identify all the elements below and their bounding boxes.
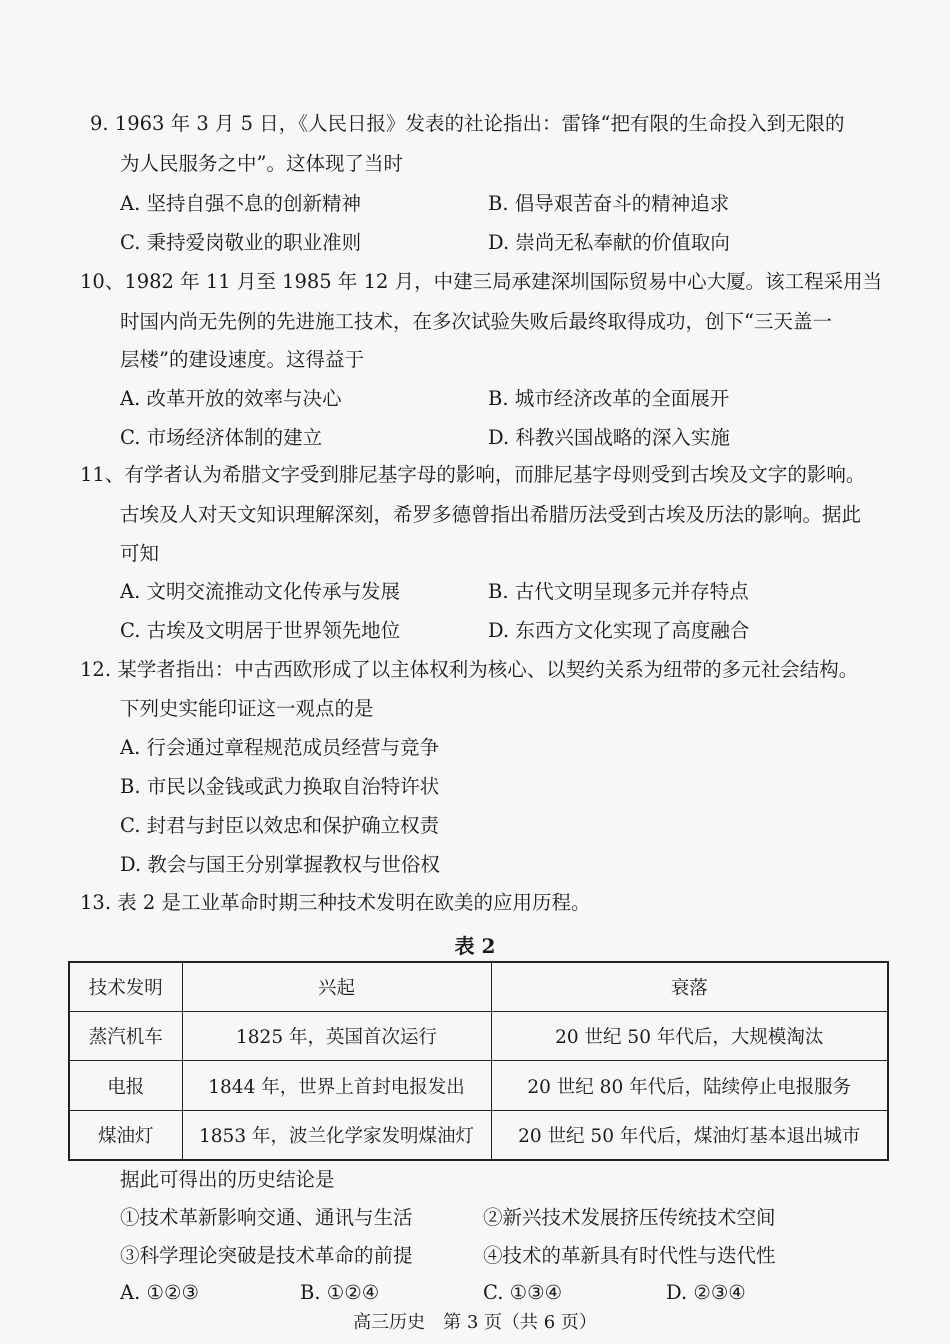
q11-stem-line1: 11、有学者认为希腊文字受到腓尼基字母的影响，而腓尼基字母则受到古埃及文字的影响。 — [80, 463, 866, 486]
table-cell: 20 世纪 50 年代后，大规模淘汰 — [491, 1012, 888, 1061]
q12-option-b: B. 市民以金钱或武力换取自治特许状 — [120, 775, 440, 798]
q11-stem-line3: 可知 — [120, 542, 160, 565]
q12-option-a: A. 行会通过章程规范成员经营与竞争 — [120, 736, 439, 759]
q10-stem-line2: 时国内尚无先例的先进施工技术，在多次试验失败后最终取得成功，创下“三天盖一 — [120, 310, 832, 333]
q9-option-c: C. 秉持爱岗敬业的职业准则 — [120, 231, 362, 254]
table-header-decline: 衰落 — [491, 962, 888, 1012]
table-cell: 1853 年，波兰化学家发明煤油灯 — [182, 1110, 491, 1160]
q13-statement-4: ④技术的革新具有时代性与迭代性 — [483, 1244, 776, 1267]
q10-option-a: A. 改革开放的效率与决心 — [120, 387, 342, 410]
q13-statement-1: ①技术革新影响交通、通讯与生活 — [120, 1206, 413, 1229]
tech-table — [68, 961, 889, 1161]
q10-stem-line1: 10、1982 年 11 月至 1985 年 12 月，中建三局承建深圳国际贸易中心大厦。该工程采用当 — [80, 270, 883, 293]
table-cell: 20 世纪 80 年代后，陆续停止电报服务 — [491, 1061, 888, 1110]
q13-statement-2: ②新兴技术发展挤压传统技术空间 — [483, 1206, 776, 1229]
q10-option-d: D. 科教兴国战略的深入实施 — [488, 426, 730, 449]
q9-option-b: B. 倡导艰苦奋斗的精神追求 — [488, 192, 730, 215]
q9-stem-line1: 9. 1963 年 3 月 5 日，《人民日报》发表的社论指出：雷锋“把有限的生命投入到无限的 — [90, 112, 845, 135]
q10-stem-line3: 层楼”的建设速度。这得益于 — [120, 348, 364, 371]
q12-stem-line2: 下列史实能印证这一观点的是 — [120, 697, 374, 720]
q12-stem-line1: 12. 某学者指出：中古西欧形成了以主体权利为核心、以契约关系为纽带的多元社会结构。 — [80, 658, 859, 681]
q13-statement-3: ③科学理论突破是技术革命的前提 — [120, 1244, 413, 1267]
table-cell: 蒸汽机车 — [69, 1012, 182, 1061]
q12-option-c: C. 封君与封臣以效忠和保护确立权责 — [120, 814, 440, 837]
table-cell: 20 世纪 50 年代后，煤油灯基本退出城市 — [491, 1110, 888, 1160]
q9-stem-line2: 为人民服务之中”。这体现了当时 — [120, 152, 403, 175]
table-header-row — [69, 962, 888, 1012]
table-header-tech: 技术发明 — [69, 962, 182, 1012]
table-cell: 1844 年，世界上首封电报发出 — [182, 1061, 491, 1110]
q10-option-b: B. 城市经济改革的全面展开 — [488, 387, 730, 410]
q9-option-a: A. 坚持自强不息的创新精神 — [120, 192, 361, 215]
q11-stem-line2: 古埃及人对天文知识理解深刻，希罗多德曾指出希腊历法受到古埃及历法的影响。据此 — [120, 503, 862, 526]
q11-option-c: C. 古埃及文明居于世界领先地位 — [120, 619, 401, 642]
table-row — [69, 1061, 888, 1110]
q11-option-a: A. 文明交流推动文化传承与发展 — [120, 580, 400, 603]
q12-option-d: D. 教会与国王分别掌握教权与世俗权 — [120, 853, 440, 876]
table-row — [69, 1012, 888, 1061]
q10-option-c: C. 市场经济体制的建立 — [120, 426, 323, 449]
q13-option-c: C. ①③④ — [483, 1281, 563, 1304]
table-cell: 1825 年，英国首次运行 — [182, 1012, 491, 1061]
table-row — [69, 1110, 888, 1160]
table-cell: 电报 — [69, 1061, 182, 1110]
table-header-rise: 兴起 — [182, 962, 491, 1012]
q9-option-d: D. 崇尚无私奉献的价值取向 — [488, 231, 730, 254]
q13-stem-line1: 13. 表 2 是工业革命时期三种技术发明在欧美的应用历程。 — [80, 891, 591, 914]
table-title: 表 2 — [454, 934, 496, 958]
q11-option-d: D. 东西方文化实现了高度融合 — [488, 619, 750, 642]
page-footer: 高三历史 第 3 页（共 6 页） — [353, 1312, 597, 1333]
table-cell: 煤油灯 — [69, 1110, 182, 1160]
q13-option-b: B. ①②④ — [300, 1281, 380, 1304]
q13-option-d: D. ②③④ — [666, 1281, 746, 1304]
q11-option-b: B. 古代文明呈现多元并存特点 — [488, 580, 749, 603]
q13-option-a: A. ①②③ — [120, 1281, 199, 1304]
q13-stem-line2: 据此可得出的历史结论是 — [120, 1168, 335, 1191]
